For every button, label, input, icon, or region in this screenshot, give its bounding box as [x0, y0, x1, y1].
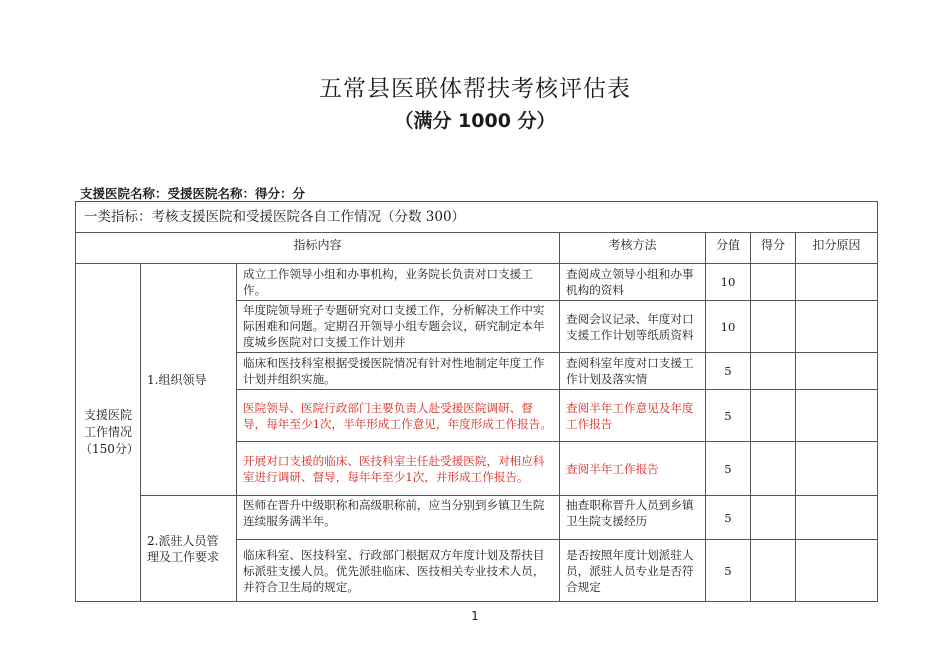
- row-got: [751, 390, 796, 442]
- row-reason: [796, 301, 878, 353]
- row-content: 医院领导、医院行政部门主要负责人赴受援医院调研、督导，每年至少1次，半年形成工作意见，年度形成工作报告。: [237, 390, 560, 442]
- row-reason: [796, 540, 878, 602]
- row-method: 查阅成立领导小组和办事机构的资料: [560, 264, 706, 301]
- row-method: 查阅半年工作报告: [560, 442, 706, 496]
- row-method: 是否按照年度计划派驻人员，派驻人员专业是否符合规定: [560, 540, 706, 602]
- row-reason: [796, 353, 878, 390]
- header-score: 分值: [706, 233, 751, 264]
- row-content: 医师在晋升中级职称和高级职称前，应当分别到乡镇卫生院连续服务满半年。: [237, 496, 560, 540]
- row-got: [751, 264, 796, 301]
- group-cell-staff: 2.派驻人员管理及工作要求: [141, 496, 237, 602]
- row-content: 年度院领导班子专题研究对口支援工作，分析解决工作中实际困难和问题。定期召开领导小组专题会议，研究制定本年度城乡医院对口支援工作计划并: [237, 301, 560, 353]
- evaluation-table: [75, 201, 878, 602]
- row-content: 成立工作领导小组和办事机构，业务院长负责对口支援工作。: [237, 264, 560, 301]
- table-row: [76, 496, 878, 540]
- section-cell: 支援医院工作情况（150分）: [76, 264, 141, 602]
- hospital-info-line: 支援医院名称：受援医院名称：得分：分: [80, 186, 306, 201]
- document-subtitle: （满分 1000 分）: [394, 110, 556, 132]
- row-score: 5: [706, 353, 751, 390]
- row-reason: [796, 496, 878, 540]
- row-method: 查阅会议记录、年度对口支援工作计划等纸质资料: [560, 301, 706, 353]
- row-got: [751, 353, 796, 390]
- row-content: 临床和医技科室根据受援医院情况有针对性地制定年度工作计划并组织实施。: [237, 353, 560, 390]
- document-title: 五常县医联体帮扶考核评估表: [319, 76, 631, 102]
- page-number: 1: [471, 609, 479, 623]
- row-method: 查阅半年工作意见及年度工作报告: [560, 390, 706, 442]
- row-score: 5: [706, 496, 751, 540]
- row-score: 10: [706, 264, 751, 301]
- row-score: 5: [706, 442, 751, 496]
- header-got: 得分: [751, 233, 796, 264]
- row-method: 查阅科室年度对口支援工作计划及落实情: [560, 353, 706, 390]
- row-got: [751, 301, 796, 353]
- row-score: 10: [706, 301, 751, 353]
- row-content: 临床科室、医技科室、行政部门根据双方年度计划及帮扶目标派驻支援人员。优先派驻临床、医技相关专业技术人员，并符合卫生局的规定。: [237, 540, 560, 602]
- table-row: [76, 264, 878, 301]
- row-got: [751, 442, 796, 496]
- group-cell-organization: 1.组织领导: [141, 264, 237, 496]
- row-score: 5: [706, 540, 751, 602]
- header-reason: 扣分原因: [796, 233, 878, 264]
- row-score: 5: [706, 390, 751, 442]
- row-reason: [796, 390, 878, 442]
- header-method: 考核方法: [560, 233, 706, 264]
- row-got: [751, 496, 796, 540]
- row-reason: [796, 442, 878, 496]
- category-heading: 一类指标：考核支援医院和受援医院各自工作情况（分数 300）: [76, 202, 878, 233]
- row-content: 开展对口支援的临床、医技科室主任赴受援医院，对相应科室进行调研、督导，每年年至少1次，并形成工作报告。: [237, 442, 560, 496]
- row-got: [751, 540, 796, 602]
- row-reason: [796, 264, 878, 301]
- row-method: 抽查职称晋升人员到乡镇卫生院支援经历: [560, 496, 706, 540]
- header-content: 指标内容: [76, 233, 560, 264]
